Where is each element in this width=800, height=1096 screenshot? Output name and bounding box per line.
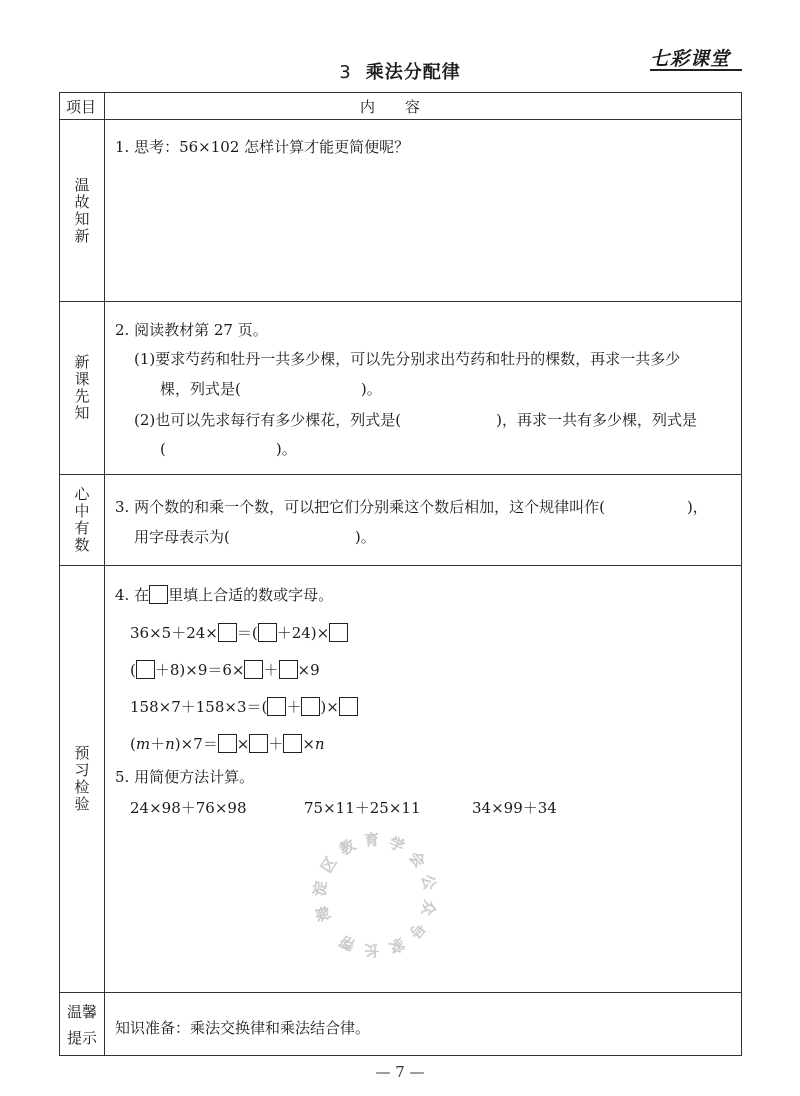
page-number: — 7 — [375,1063,425,1081]
question-1: 1. 思考：56×102 怎样计算才能更简便呢？ [115,138,410,156]
question-2: 2. 阅读教材第 27 页。 [115,321,268,339]
column-header-item: 项目 [66,98,97,116]
stamp-char: 学 [386,833,408,856]
equation-3: 158×7＋158×3＝( ＋ )× [130,696,358,717]
row-label-check: 预习检验 [72,745,91,813]
stamp-char: 众 [418,898,439,918]
answer-box[interactable] [283,734,302,753]
row-divider [60,301,741,302]
question-2-1-line1: (1)要求芍药和牡丹一共多少棵，可以先分别求出芍药和牡丹的棵数，再求一共多少 [134,350,681,368]
question-5: 5. 用简便方法计算。 [115,768,255,786]
lesson-number: 3 [339,62,352,83]
equation-4: (m＋n)×7＝ × ＋ ×n [130,735,325,753]
question-3-line2: 用字母表示为( )。 [134,528,376,546]
answer-box[interactable] [244,660,263,679]
question-4: 4. 在 里填上合适的数或字母。 [115,586,334,604]
row-label-preview: 新课先知 [72,354,91,422]
stamp-char: 区 [317,853,341,877]
stamp-char: 海 [312,903,335,924]
row-label-review: 温故知新 [72,176,91,245]
calc-2: 75×11＋25×11 [304,799,421,817]
row-divider [60,119,741,120]
row-divider [60,992,741,993]
answer-box[interactable] [279,660,298,679]
answer-box[interactable] [329,623,348,642]
logo-underline [650,69,742,71]
question-2-2-line2: ( )。 [160,440,297,458]
stamp-char: 教 [336,835,359,859]
answer-box[interactable] [218,623,237,642]
stamp-char: 淀 [310,880,331,898]
calc-3: 34×99＋34 [472,799,557,817]
publisher-logo [650,42,744,72]
question-2-1-line2: 棵，列式是( )。 [160,380,382,398]
answer-box[interactable] [301,697,320,716]
answer-box[interactable] [218,734,237,753]
column-header-content: 内 容 [360,98,421,116]
stamp-char: 长 [363,940,380,960]
equation-2: ( ＋8)×9＝6× ＋ ×9 [130,661,320,679]
equation-1: 36×5＋24× ＝( ＋24)× [130,622,348,643]
row-label-tip [60,993,104,1057]
question-3-line1: 3. 两个数的和乘一个数，可以把它们分别乘这个数后相加，这个规律叫作( )， [115,498,708,516]
lesson-title: 乘法分配律 [365,62,461,83]
stamp-char: 公 [418,872,439,892]
answer-box[interactable] [249,734,268,753]
column-divider [104,93,105,1055]
stamp-char: 帮 [336,931,359,955]
sample-box [149,585,168,604]
row-label-key: 心中有数 [72,486,91,554]
tip-label-line1: 温馨 [66,1003,97,1021]
watermark-stamp [305,825,445,965]
row-divider [60,565,741,566]
row-divider [60,474,741,475]
answer-box[interactable] [267,697,286,716]
logo-text: 七彩课堂 [650,48,731,70]
stamp-char: 会 [405,848,429,872]
tip-label-line2: 提示 [66,1029,97,1047]
answer-box[interactable] [339,697,358,716]
stamp-char: 号 [405,918,429,942]
stamp-char: 育 [363,830,380,850]
calc-1: 24×98＋76×98 [130,799,247,817]
answer-box[interactable] [258,623,277,642]
answer-box[interactable] [136,660,155,679]
tip-text: 知识准备：乘法交换律和乘法结合律。 [115,1019,371,1037]
question-2-2-line1: (2)也可以先求每行有多少棵花，列式是( )，再求一共有多少棵，列式是 [134,411,697,429]
stamp-char: 家 [386,934,408,957]
